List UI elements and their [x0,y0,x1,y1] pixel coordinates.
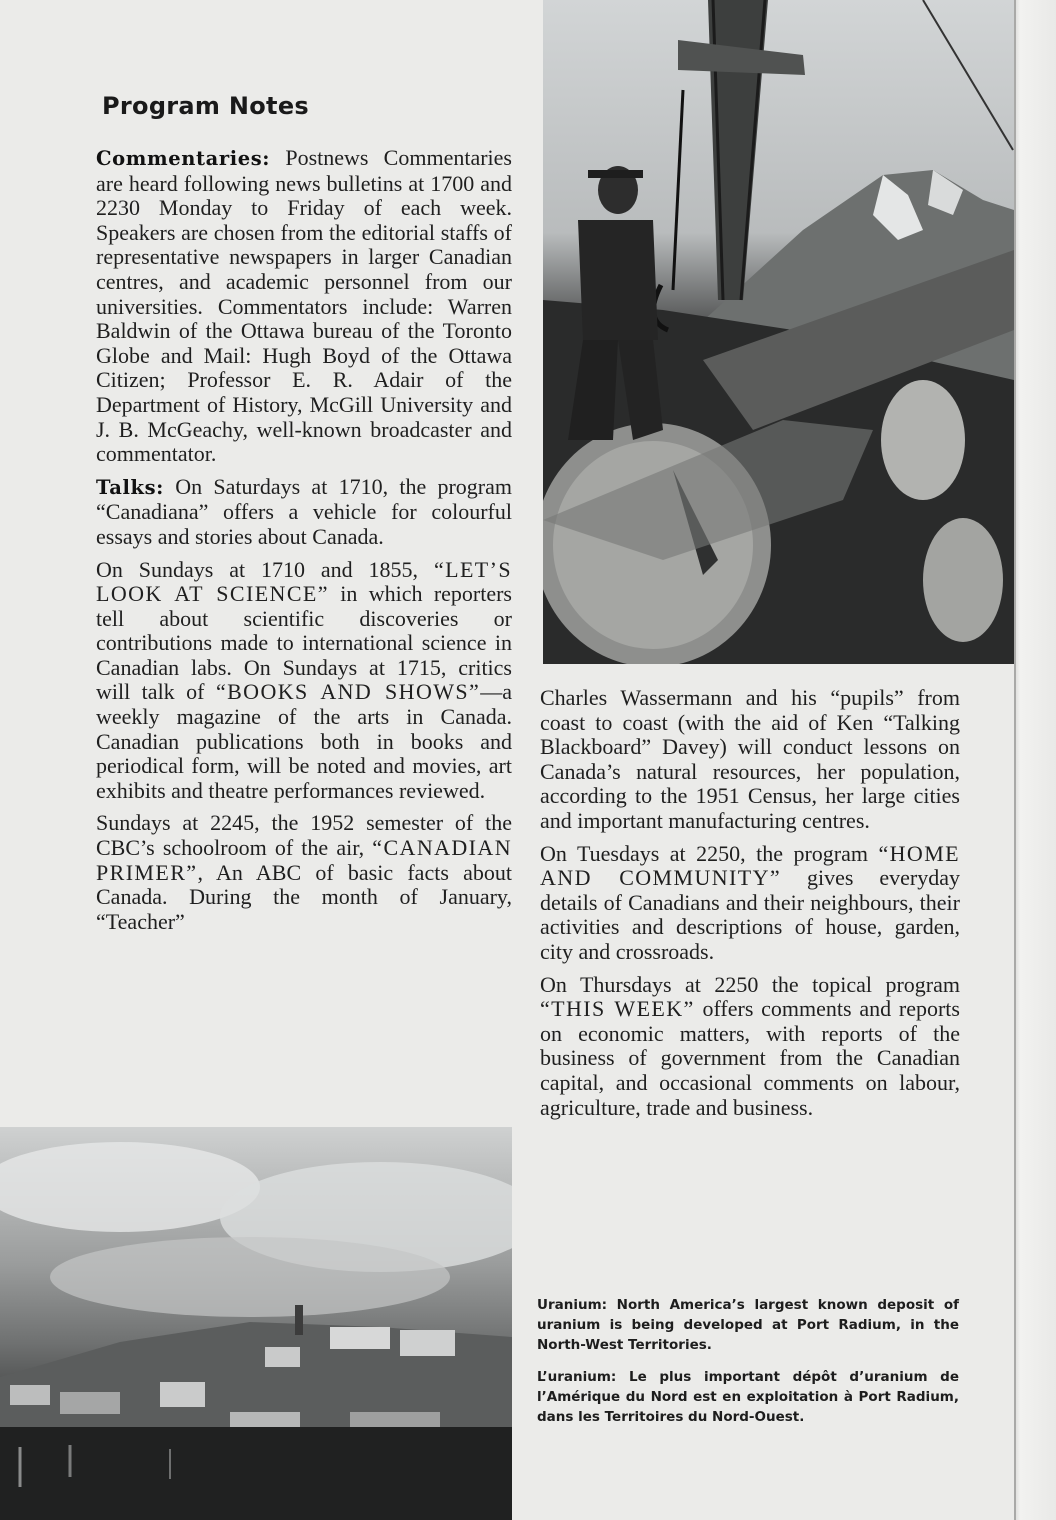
page-seam [1014,0,1016,1520]
talks-lead: Talks: [96,475,164,499]
page-title: Program Notes [102,92,309,120]
right-column [540,686,960,1128]
logging-photo [543,0,1014,664]
science-paragraph [96,558,512,804]
left-column [96,146,512,942]
commentaries-paragraph [96,146,512,467]
science-text-1: On Sundays at 1710 and 1855, [96,556,434,582]
caption-french: L’uranium: Le plus important dépôt d’uranium de l’Amérique du Nord est en exploitation à Port Radium, dans les Territoires du Nord-Ouest. [537,1369,959,1425]
week-text-2: offers comments and reports on economic matters, with reports of the business of government from the Canadian capital, and occasional comments on labour, agriculture, trade and business. [540,996,960,1120]
books-program-title: “BOOKS AND SHOWS” [215,679,481,705]
primer-text-1: Sundays at 2245, the 1952 semester of the CBC’s schoolroom of the air, [96,810,512,861]
home-text-1: On Tuesdays at 2250, the program [540,840,879,866]
continuation-paragraph: Charles Wassermann and his “pupils” from coast to coast (with the aid of Ken “Talking Blackboard” Davey) will conduct lessons on Canada’s natural resources, her population, according to the 1951 Census, her large cities and important manufacturing centres. [540,685,960,833]
home-program-title: “HOME AND COMMUNITY” [540,840,960,891]
week-text-1: On Thursdays at 2250 the topical program [540,971,960,997]
week-program-title: “THIS WEEK” [540,996,695,1022]
caption-english: Uranium: North America’s largest known deposit of uranium is being developed at Port Radium, in the North-West Territories. [537,1297,959,1353]
facing-page-edge [1014,0,1056,1520]
primer-text-2: , An ABC of basic facts about Canada. During the month of January, “Teacher” [96,859,512,934]
primer-program-title: “CANADIAN PRIMER” [96,835,512,885]
port-radium-photo [0,1127,512,1520]
home-text-2: gives everyday details of Canadians and their neighbours, their activities and descriptions of house, garden, city and crossroads. [540,865,961,964]
week-paragraph [540,973,960,1121]
primer-paragraph [96,811,512,934]
commentaries-text: Postnews Commentaries are heard following news bulletins at 1700 and 2230 Monday to Friday of each week. Speakers are chosen from the editorial staffs of representative newspapers in larger Canadian centres, and academic personnel from our universities. Commentators include: Warren Baldwin of the Ottawa bureau of the Toronto Globe and Mail: Hugh Boyd of the Ottawa Citizen; Professor E. R. Adair of the Department of History, McGill University and J. B. McGeachy, well-known broadcaster and commentator. [96,145,512,467]
science-text-2: in which reporters tell about scientific discoveries or contributions made to international science in Canadian labs. On Sundays at 1715, critics will talk of [96,581,512,705]
science-text-3: —a weekly magazine of the arts in Canada. Canadian publications both in books and periodical form, will be noted and movies, art exhibits and theatre performances reviewed. [96,679,512,803]
home-paragraph [540,842,960,965]
science-program-title: “LET’S LOOK AT SCIENCE” [96,556,512,607]
talks-text: On Saturdays at 1710, the program “Canadiana” offers a vehicle for colourful essays and stories about Canada. [96,473,512,549]
commentaries-lead: Commentaries: [96,147,271,170]
talks-paragraph [96,475,512,550]
